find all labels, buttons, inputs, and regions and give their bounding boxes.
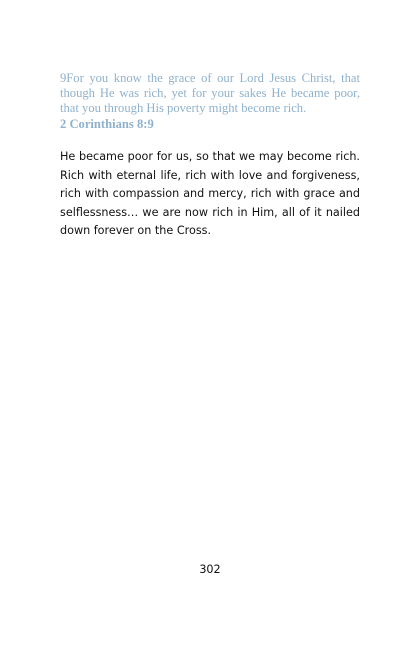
devotional-paragraph: He became poor for us, so that we may become rich. Rich with eternal life, rich with love and forgiveness, rich with compassion and mercy, rich with grace and selflessness… we are now rich in Him, all of it nailed down forever on the Cross.: [60, 150, 360, 238]
scripture-block: [60, 71, 360, 132]
scripture-reference: 2 Corinthians 8:9: [60, 116, 154, 131]
scripture-verse: 9For you know the grace of our Lord Jesus Christ, that though He was rich, yet for your sakes He became poor, that you through His poverty might become rich.: [60, 71, 360, 116]
page-number: 302: [199, 563, 221, 576]
